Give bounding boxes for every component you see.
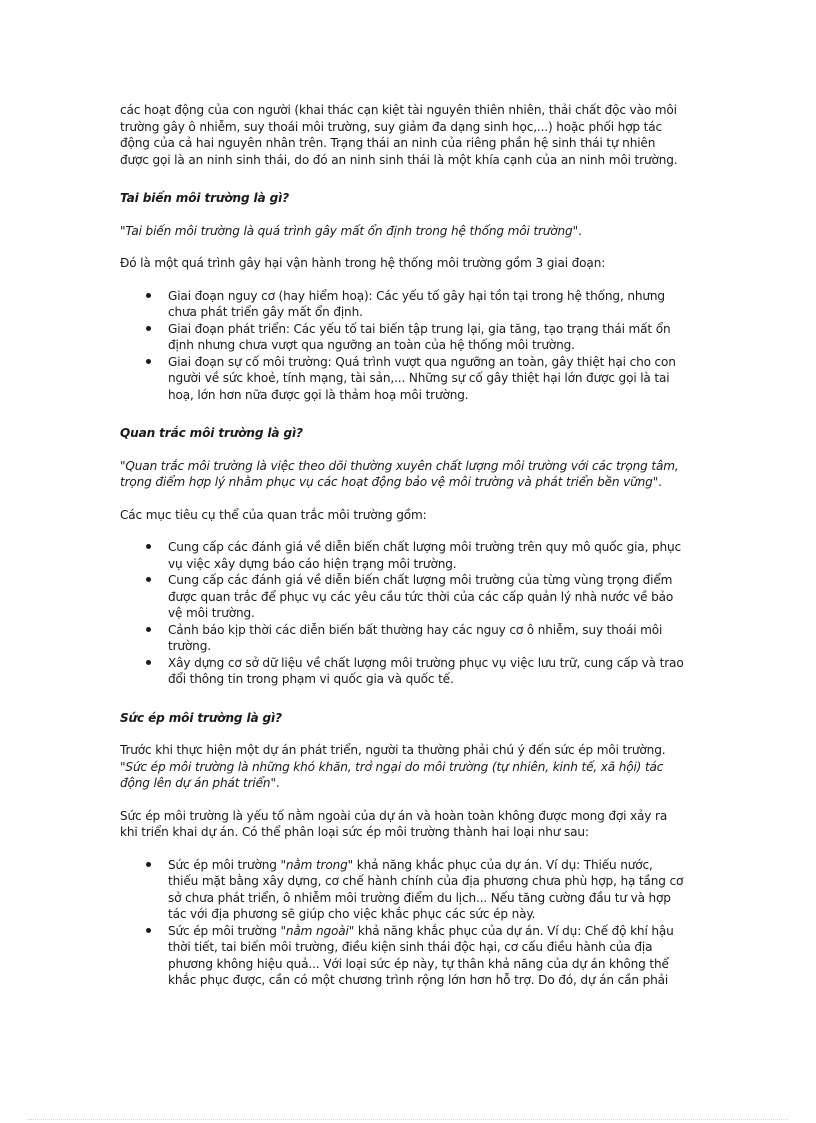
paragraph-quan-trac-goals: Các mục tiêu cụ thể của quan trắc môi trường gồm: — [120, 507, 427, 522]
intro-paragraph: các hoạt động của con người (khai thác cạn kiệt tài nguyên thiên nhiên, thải chất độc vào môi trường gây ô nhiễm, suy thoái môi trường, suy giảm đa dạng sinh học,...) hoặc phối hợp tác động của cả hai nguyên nhân trên. Trạng thái an ninh của riêng phần hệ sinh thái tự nhiên được gọi là an ninh sinh thái, do đó an ninh sinh thái là một khía cạnh của an ninh môi trường. — [120, 103, 678, 167]
list-item: Cảnh báo kịp thời các diễn biến bất thường hay các nguy cơ ô nhiễm, suy thoái môi trường. — [168, 622, 685, 655]
heading-quan-trac: Quan trắc môi trường là gì? — [120, 426, 303, 440]
list-item: Cung cấp các đánh giá về diễn biến chất lượng môi trường của từng vùng trọng điểm được quan trắc để phục vụ các yêu cầu tức thời của các cấp quản lý nhà nước về bảo vệ môi trường. — [168, 572, 685, 622]
definition-quan-trac: "Quan trắc môi trường là việc theo dõi thường xuyên chất lượng môi trường với các trọng tâm, trọng điểm hợp lý nhằm phục vụ các hoạt động bảo vệ môi trường và phát triển bền vững". — [120, 458, 679, 489]
paragraph-suc-ep-intro: Trước khi thực hiện một dự án phát triển, người ta thường phải chú ý đến sức ép môi trường. "Sức ép môi trường là những khó khăn, trở ngại do môi trường (tự nhiên, kinh tế, xã hội) tác động lên dự án phát triển". — [120, 743, 666, 790]
list-item: Giai đoạn nguy cơ (hay hiểm hoạ): Các yếu tố gây hại tồn tại trong hệ thống, nhưng chưa phát triển gây mất ổn định. — [168, 288, 685, 321]
list-suc-ep-types — [120, 857, 685, 989]
heading-suc-ep: Sức ép môi trường là gì? — [120, 710, 282, 725]
document-page — [120, 102, 685, 989]
page-bottom-divider — [28, 1119, 788, 1120]
paragraph-suc-ep-types: Sức ép môi trường là yếu tố nằm ngoài của dự án và hoàn toàn không được mong đợi xảy ra khi triển khai dự án. Có thể phân loại sức ép môi trường thành hai loại như sau: — [120, 808, 668, 839]
list-item: Sức ép môi trường "nằm ngoài" khả năng khắc phục của dự án. Ví dụ: Chế độ khí hậu thời tiết, tai biến môi trường, điều kiện sinh thái độc hại, cơ cấu điều hành của địa phương không hiệu quả... Với loại sức ép này, tự thân khả năng của dự án không thể khắc phục được, cần có một chương trình rộng lớn hơn hỗ trợ. Do đó, dự án cần phải — [168, 923, 685, 989]
list-item: Giai đoạn sự cố môi trường: Quá trình vượt qua ngưỡng an toàn, gây thiệt hại cho con người về sức khoẻ, tính mạng, tài sản,... Những sự cố gây thiệt hại lớn được gọi là tai hoạ, lớn hơn nữa được gọi là thảm hoạ môi trường. — [168, 354, 685, 404]
definition-tai-bien: "Tai biến môi trường là quá trình gây mất ổn định trong hệ thống môi trường". — [120, 223, 582, 238]
list-item: Giai đoạn phát triển: Các yếu tố tai biến tập trung lại, gia tăng, tạo trạng thái mất ổn định nhưng chưa vượt qua ngưỡng an toàn của hệ thống môi trường. — [168, 321, 685, 354]
heading-tai-bien: Tai biến môi trường là gì? — [120, 191, 289, 205]
list-item: Xây dựng cơ sở dữ liệu về chất lượng môi trường phục vụ việc lưu trữ, cung cấp và trao đổi thông tin trong phạm vi quốc gia và quốc tế. — [168, 655, 684, 686]
paragraph-tai-bien-stages: Đó là một quá trình gây hại vận hành trong hệ thống môi trường gồm 3 giai đoạn: — [120, 256, 606, 270]
list-quan-trac-goals — [120, 539, 685, 688]
list-item: Cung cấp các đánh giá về diễn biến chất lượng môi trường trên quy mô quốc gia, phục vụ việc xây dựng báo cáo hiện trạng môi trường. — [168, 539, 685, 572]
list-item: Sức ép môi trường "nằm trong" khả năng khắc phục của dự án. Ví dụ: Thiếu nước, thiếu mặt bằng xây dựng, cơ chế hành chính của địa phương chưa phù hợp, hạ tầng cơ sở chưa phát triển, ô nhiễm môi trường điểm du lịch... Nếu tăng cường đầu tư và hợp tác với địa phương sẽ giúp cho việc khắc phục các sức ép này. — [168, 857, 684, 921]
list-tai-bien-stages — [120, 288, 685, 404]
